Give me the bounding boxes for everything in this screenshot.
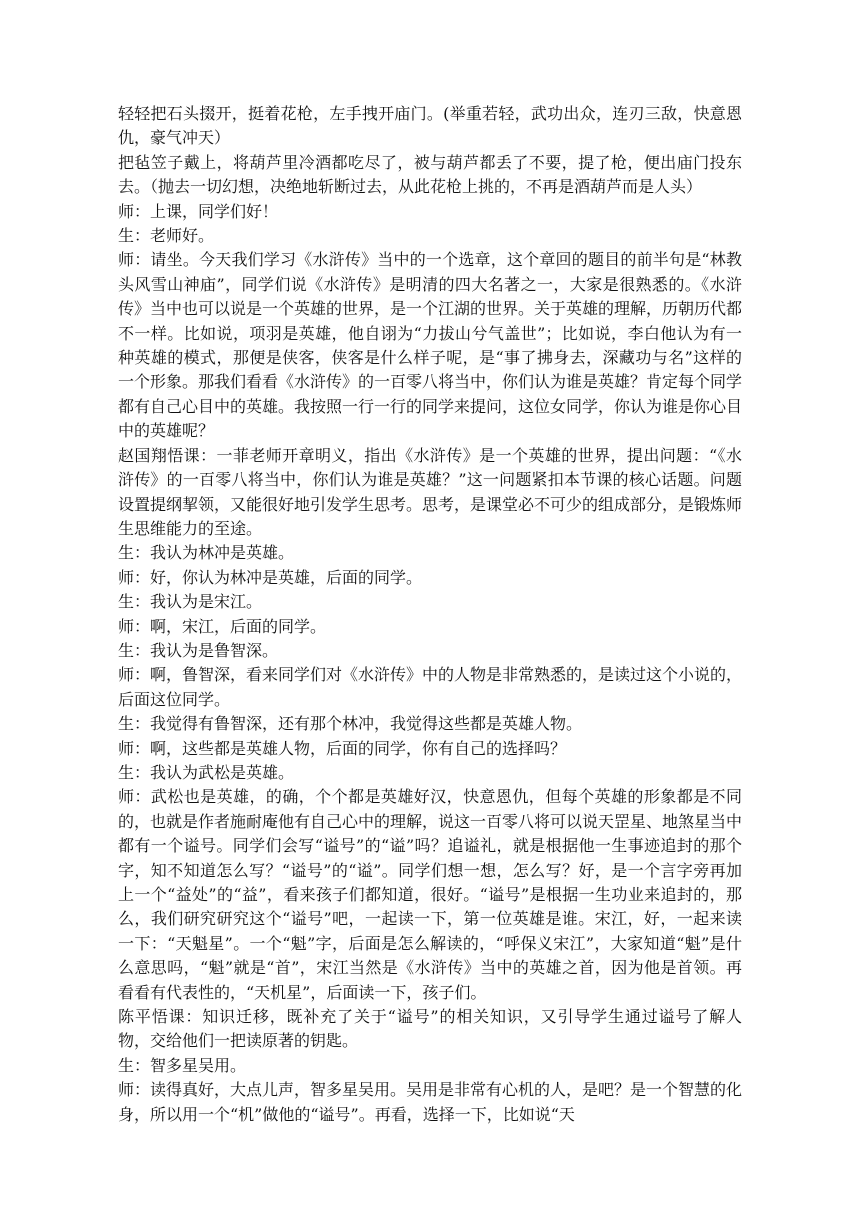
dialogue-line: 师：武松也是英雄，的确，个个都是英雄好汉，快意恩仇，但每个英雄的形象都是不同的，也就是作者施耐庵他有自己心中的理解，说这一百零八将可以说天罡星、地煞星当中都有一个谥号。同学们会写“谥号”的“谥”吗？追谥礼，就是根据他一生事迹追封的那个字，知不知道怎么写？“谥号”的“谥”。同学们想一想，怎么写？好，是一个言字旁再加上一个“益处”的“益”，看来孩子们都知道，很好。“谥号”是根据一生功业来追封的，那么，我们研究研究这个“谥号”吧，一起读一下，第一位英雄是谁。宋江，好，一起来读一下：“天魁星”。一个“魁”字，后面是怎么解读的，“呼保义宋江”，大家知道“魁”是什么意思吗，“魁”就是“首”，宋江当然是《水浒传》当中的英雄之首，因为他是首领。再看看有代表性的，“天机星”，后面读一下，孩子们。 [118,787,743,1002]
dialogue-line: 师：好，你认为林冲是英雄，后面的同学。 [118,567,423,587]
commentary-paragraph: 赵国翔悟课：一菲老师开章明义，指出《水浒传》是一个英雄的世界，提出问题：“《水浒传》的一百零八将当中，你们认为谁是英雄？”这一问题紧扣本节课的核心话题。问题设置提纲挈领，又能很好地引发学生思考。思考，是课堂必不可少的组成部分，是锻炼师生思维能力的至途。 [118,445,743,538]
dialogue-line: 师：读得真好，大点儿声，智多星吴用。吴用是非常有心机的人，是吧？是一个智慧的化身，所以用一个“机”做他的“谥号”。再看，选择一下，比如说“天 [118,1080,743,1124]
dialogue-line: 生：老师好。 [118,226,215,246]
dialogue-line: 生：我认为是鲁智深。 [118,640,279,660]
paragraph-narration-1: 轻轻把石头掇开，挺着花枪，左手拽开庙门。(举重若轻，武功出众，连刃三敌，快意恩仇，豪气冲天） [118,104,742,148]
dialogue-line: 师：啊，鲁智深，看来同学们对《水浒传》中的人物是非常熟悉的，是读过这个小说的，后面这位同学。 [118,665,743,709]
dialogue-line: 师：啊，这些都是英雄人物，后面的同学，你有自己的选择吗？ [118,738,567,758]
dialogue-line: 师：啊，宋江，后面的同学。 [118,616,327,636]
dialogue-line: 生：我认为是宋江。 [118,592,263,612]
dialogue-line: 生：智多星吴用。 [118,1055,247,1075]
paragraph-narration-2: 把毡笠子戴上，将葫芦里冷酒都吃尽了，被与葫芦都丢了不要，提了枪，便出庙门投东去。（抛去一切幻想，决绝地斩断过去，从此花枪上挑的，不再是酒葫芦而是人头） [118,152,742,197]
dialogue-line: 师：请坐。今天我们学习《水浒传》当中的一个选章，这个章回的题目的前半句是“林教头风雪山神庙”，同学们说《水浒传》是明清的四大名著之一，大家是很熟悉的。《水浒传》当中也可以说是一个英雄的世界，是一个江湖的世界。关于英雄的理解，历朝历代都不一样。比如说，项羽是英雄，他自诩为“力拔山兮气盖世”；比如说，李白他认为有一种英雄的模式，那便是侠客，侠客是什么样子呢，是“事了拂身去，深藏功与名”这样的一个形象。那我们看看《水浒传》的一百零八将当中，你们认为谁是英雄？肯定每个同学都有自己心目中的英雄。我按照一行一行的同学来提问，这位女同学，你认为谁是你心目中的英雄呢？ [118,250,743,441]
dialogue-line: 生：我认为武松是英雄。 [118,762,295,782]
dialogue-line: 生：我觉得有鲁智深，还有那个林冲，我觉得这些都是英雄人物。 [118,714,583,734]
dialogue-line: 生：我认为林冲是英雄。 [118,543,295,563]
document-page [118,102,742,1127]
dialogue-line: 师：上课，同学们好！ [118,201,279,221]
commentary-paragraph: 陈平悟课：知识迁移，既补充了关于“谥号”的相关知识，又引导学生通过谥号了解人物，交给他们一把读原著的钥匙。 [118,1007,742,1051]
